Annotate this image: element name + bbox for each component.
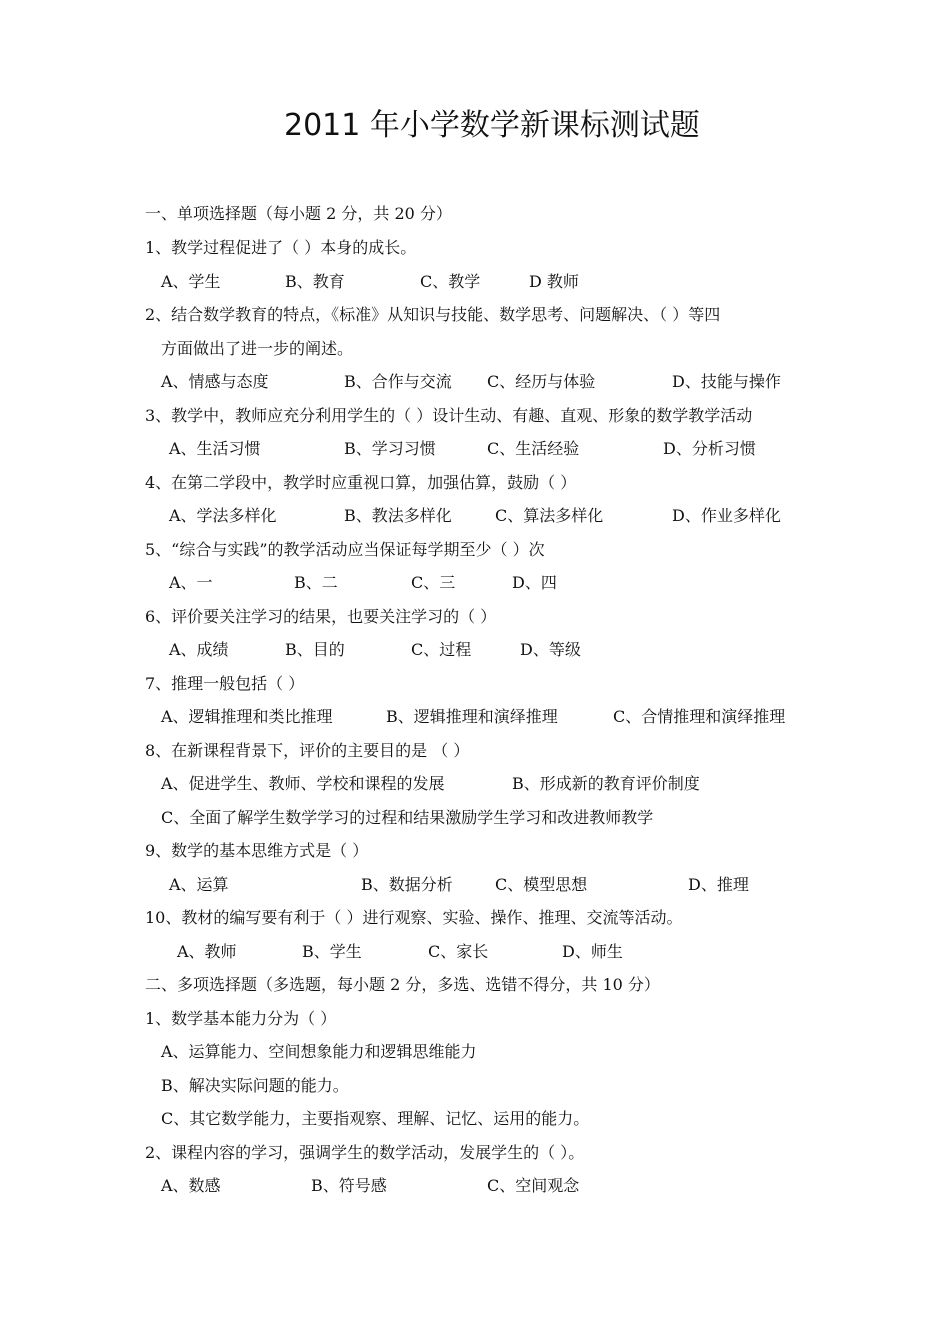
option-c: C、空间观念 <box>487 1176 580 1195</box>
option-a: A、学法多样化 <box>169 506 277 525</box>
question-8: 8、在新课程背景下，评价的主要目的是 （ ） <box>145 741 470 760</box>
option-b: B、逻辑推理和演绎推理 <box>386 707 558 726</box>
option-c: C、教学 <box>420 272 481 291</box>
option-c: C、经历与体验 <box>487 372 596 391</box>
option-b: B、合作与交流 <box>344 372 452 391</box>
option-b: B、教育 <box>285 272 345 291</box>
option-a: A、一 <box>169 573 213 592</box>
option-d: D、四 <box>512 573 557 592</box>
option-b: B、形成新的教育评价制度 <box>512 774 700 793</box>
option-a: A、生活习惯 <box>169 439 261 458</box>
option-b: B、学习习惯 <box>344 439 436 458</box>
option-c: C、算法多样化 <box>495 506 604 525</box>
multi-question-2: 2、课程内容的学习，强调学生的数学活动，发展学生的（ ）。 <box>145 1143 585 1162</box>
option-b: B、教法多样化 <box>344 506 452 525</box>
option-a: A、教师 <box>177 942 237 961</box>
question-2: 2、结合数学教育的特点，《标准》从知识与技能、数学思考、问题解决、（ ）等四 <box>145 305 721 324</box>
question-3: 3、教学中，教师应充分利用学生的（ ）设计生动、有趣、直观、形象的数学教学活动 <box>145 406 753 425</box>
option-c: C、模型思想 <box>495 875 588 894</box>
question-8-option-c: C、全面了解学生数学学习的过程和结果激励学生学习和改进教师教学 <box>161 808 654 827</box>
question-7: 7、推理一般包括（ ） <box>145 674 305 693</box>
option-d: D、推理 <box>688 875 749 894</box>
section-1-heading: 一、单项选择题（每小题 2 分，共 20 分） <box>145 204 452 223</box>
question-2-continued: 方面做出了进一步的阐述。 <box>161 339 354 358</box>
option-d: D 教师 <box>529 272 579 291</box>
option-d: D、分析习惯 <box>663 439 756 458</box>
option-c: C、家长 <box>428 942 489 961</box>
option-b: B、学生 <box>302 942 362 961</box>
question-9: 9、数学的基本思维方式是（ ） <box>145 841 369 860</box>
option-a: A、运算 <box>169 875 229 894</box>
option-d: D、作业多样化 <box>672 506 781 525</box>
option-a: A、促进学生、教师、学校和课程的发展 <box>161 774 445 793</box>
option-c: C、合情推理和演绎推理 <box>613 707 786 726</box>
option-c: C、生活经验 <box>487 439 580 458</box>
option-b: B、目的 <box>285 640 345 659</box>
option-b: B、符号感 <box>311 1176 387 1195</box>
option-a: A、情感与态度 <box>161 372 269 391</box>
option-d: D、技能与操作 <box>672 372 781 391</box>
multi-question-1-option-b: B、解决实际问题的能力。 <box>161 1076 349 1095</box>
option-c: C、过程 <box>411 640 472 659</box>
multi-question-1: 1、数学基本能力分为（ ） <box>145 1009 337 1028</box>
page-title: 2011 年小学数学新课标测试题 <box>284 108 700 143</box>
option-a: A、成绩 <box>169 640 229 659</box>
option-a: A、逻辑推理和类比推理 <box>161 707 333 726</box>
question-10: 10、教材的编写要有利于（ ）进行观察、实验、操作、推理、交流等活动。 <box>145 908 683 927</box>
multi-question-1-option-c: C、其它数学能力，主要指观察、理解、记忆、运用的能力。 <box>161 1109 590 1128</box>
option-b: B、二 <box>294 573 338 592</box>
option-c: C、三 <box>411 573 456 592</box>
question-4: 4、在第二学段中，教学时应重视口算，加强估算，鼓励（ ） <box>145 473 577 492</box>
section-2-heading: 二、多项选择题（多选题，每小题 2 分，多选、选错不得分，共 10 分） <box>145 975 660 994</box>
option-d: D、师生 <box>562 942 623 961</box>
option-b: B、数据分析 <box>361 875 453 894</box>
multi-question-1-option-a: A、运算能力、空间想象能力和逻辑思维能力 <box>161 1042 477 1061</box>
option-d: D、等级 <box>520 640 581 659</box>
question-6: 6、评价要关注学习的结果，也要关注学习的（ ） <box>145 607 497 626</box>
question-5: 5、“综合与实践”的教学活动应当保证每学期至少（ ）次 <box>145 540 545 559</box>
question-1: 1、教学过程促进了（ ）本身的成长。 <box>145 238 417 257</box>
option-a: A、数感 <box>161 1176 221 1195</box>
option-a: A、学生 <box>161 272 221 291</box>
